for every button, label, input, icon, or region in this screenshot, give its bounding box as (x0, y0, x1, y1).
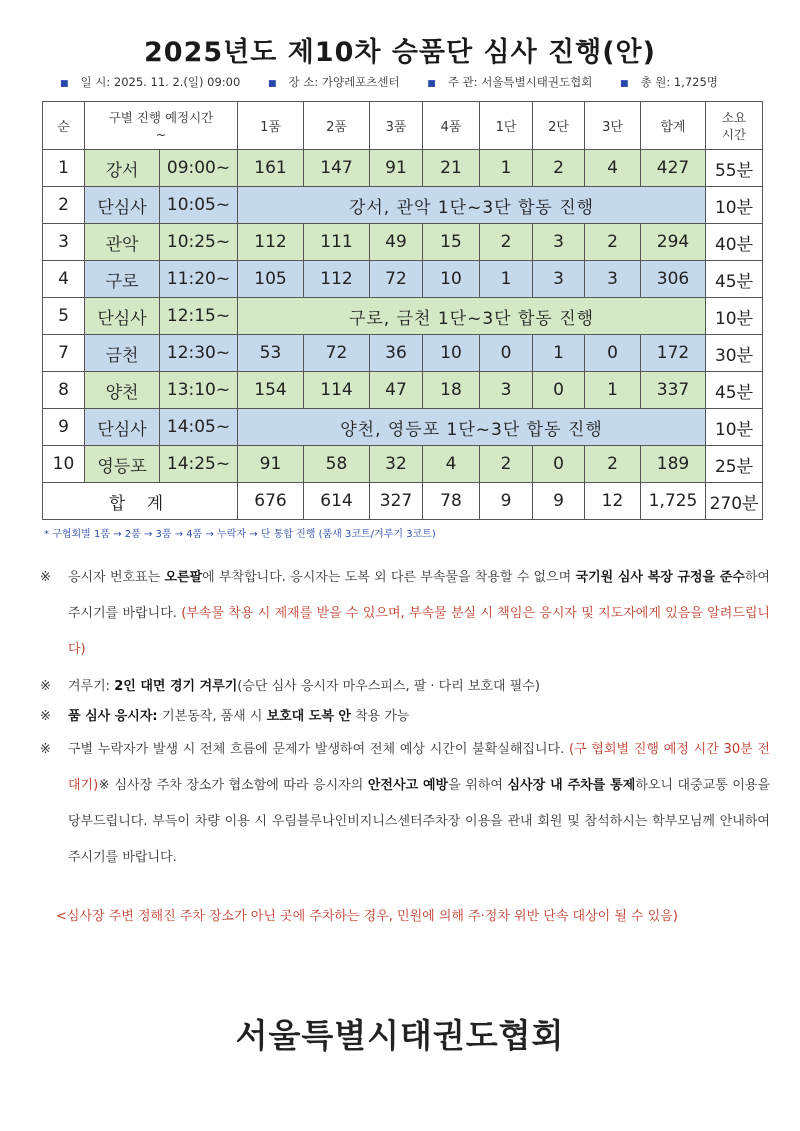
info-place: ■ 장 소: 가양레포츠센터 (267, 75, 400, 89)
table-row (43, 224, 763, 261)
row-value: 21 (423, 150, 480, 187)
row-value: 4 (423, 446, 480, 483)
total-value: 9 (480, 483, 533, 520)
row-group: 단심사 (85, 298, 160, 335)
row-sum: 172 (641, 335, 706, 372)
square-bullet-icon: ■ (619, 79, 629, 89)
header-col: 2단 (533, 102, 585, 150)
reference-mark-icon: ※ (40, 679, 51, 694)
row-value: 1 (480, 261, 533, 298)
reference-mark-icon: ※ (40, 742, 51, 757)
row-value: 0 (533, 372, 585, 409)
row-duration: 45분 (706, 372, 763, 409)
row-merged-note: 강서, 관악 1단~3단 합동 진행 (238, 187, 706, 224)
row-value: 32 (370, 446, 423, 483)
header-col: 1품 (238, 102, 304, 150)
row-time: 13:10~ (160, 372, 238, 409)
row-duration: 45분 (706, 261, 763, 298)
row-value: 2 (480, 446, 533, 483)
table-row (43, 409, 763, 446)
row-value: 112 (304, 261, 370, 298)
table-row (43, 335, 763, 372)
row-no: 8 (43, 372, 85, 409)
info-host: ■ 주 관: 서울특별시태권도협회 (427, 75, 593, 89)
schedule-table (42, 101, 763, 520)
row-value: 10 (423, 335, 480, 372)
row-group: 금천 (85, 335, 160, 372)
row-value: 3 (480, 372, 533, 409)
row-duration: 25분 (706, 446, 763, 483)
row-group: 단심사 (85, 409, 160, 446)
header-col: 4품 (423, 102, 480, 150)
row-duration: 40분 (706, 224, 763, 261)
page-title: 2025년도 제10차 승품단 심사 진행(안) (144, 37, 656, 68)
row-time: 09:00~ (160, 150, 238, 187)
info-total: ■ 총 원: 1,725명 (619, 75, 718, 89)
row-value: 161 (238, 150, 304, 187)
row-value: 105 (238, 261, 304, 298)
row-value: 49 (370, 224, 423, 261)
row-value: 2 (533, 150, 585, 187)
table-row (43, 150, 763, 187)
row-group: 구로 (85, 261, 160, 298)
row-duration: 30분 (706, 335, 763, 372)
row-value: 36 (370, 335, 423, 372)
note-item: ※ 품 심사 응시자: 기본동작, 품새 시 보호대 도복 안 착용 가능 (40, 702, 770, 732)
row-sum: 294 (641, 224, 706, 261)
row-value: 3 (585, 261, 641, 298)
notes-section (40, 560, 770, 876)
header-group-time: 구별 진행 예정시간 ~ (85, 102, 238, 150)
parking-caution: <심사장 주변 정해진 주차 장소가 아닌 곳에 주차하는 경우, 민원에 의해 주·정차 위반 단속 대상이 될 수 있음) (56, 909, 678, 924)
row-sum: 427 (641, 150, 706, 187)
row-group: 관악 (85, 224, 160, 261)
organization-name: 서울특별시태권도협회 (235, 1016, 565, 1055)
row-no: 9 (43, 409, 85, 446)
row-value: 2 (480, 224, 533, 261)
row-value: 114 (304, 372, 370, 409)
row-duration: 10분 (706, 298, 763, 335)
table-total-row (43, 483, 763, 520)
row-no: 4 (43, 261, 85, 298)
row-time: 14:05~ (160, 409, 238, 446)
row-time: 14:25~ (160, 446, 238, 483)
row-value: 0 (480, 335, 533, 372)
note-item: ※ 응시자 번호표는 오른팔에 부착합니다. 응시자는 도복 외 다른 부속물을 착용할 수 없으며 국기원 심사 복장 규정을 준수하여 주시기를 바랍니다. (부속물 착용 시 제재를 받을 수 있으며, 부속물 분실 시 책임은 응시자 및 지도자에게 있음을 알려드립니다) (40, 560, 770, 668)
row-value: 15 (423, 224, 480, 261)
total-sum: 1,725 (641, 483, 706, 520)
table-row (43, 261, 763, 298)
row-sum: 306 (641, 261, 706, 298)
row-value: 2 (585, 224, 641, 261)
row-time: 10:25~ (160, 224, 238, 261)
row-merged-note: 구로, 금천 1단~3단 합동 진행 (238, 298, 706, 335)
row-value: 18 (423, 372, 480, 409)
info-date: ■ 일 시: 2025. 11. 2.(일) 09:00 (60, 75, 241, 89)
reference-mark-icon: ※ (40, 570, 51, 585)
note-item: ※ 겨루기: 2인 대면 경기 겨루기(승단 심사 응시자 마우스피스, 팔 · 다리 보호대 필수) (40, 672, 770, 702)
total-value: 676 (238, 483, 304, 520)
row-value: 47 (370, 372, 423, 409)
total-value: 12 (585, 483, 641, 520)
header-col: 합계 (641, 102, 706, 150)
row-value: 111 (304, 224, 370, 261)
row-value: 0 (533, 446, 585, 483)
row-value: 147 (304, 150, 370, 187)
total-value: 9 (533, 483, 585, 520)
row-value: 3 (533, 261, 585, 298)
row-value: 112 (238, 224, 304, 261)
table-row (43, 187, 763, 224)
row-no: 3 (43, 224, 85, 261)
row-no: 1 (43, 150, 85, 187)
row-no: 2 (43, 187, 85, 224)
header-no: 순 (43, 102, 85, 150)
row-value: 1 (533, 335, 585, 372)
row-duration: 10분 (706, 409, 763, 446)
row-value: 154 (238, 372, 304, 409)
row-value: 58 (304, 446, 370, 483)
reference-mark-icon: ※ (40, 709, 51, 724)
total-label: 합 계 (43, 483, 238, 520)
total-value: 327 (370, 483, 423, 520)
row-group: 강서 (85, 150, 160, 187)
row-sum: 189 (641, 446, 706, 483)
header-col: 1단 (480, 102, 533, 150)
row-time: 12:30~ (160, 335, 238, 372)
row-value: 4 (585, 150, 641, 187)
row-merged-note: 양천, 영등포 1단~3단 합동 진행 (238, 409, 706, 446)
table-row (43, 446, 763, 483)
table-row (43, 372, 763, 409)
header-col: 3품 (370, 102, 423, 150)
row-value: 72 (370, 261, 423, 298)
row-time: 11:20~ (160, 261, 238, 298)
note-item: ※ 구별 누락자가 발생 시 전체 흐름에 문제가 발생하여 전체 예상 시간이 불확실해집니다. (구 협회별 진행 예정 시간 30분 전 대기)※ 심사장 주차 장소가 협소함에 따라 응시자의 안전사고 예방을 위하여 심사장 내 주차를 통제하오니 대중교통 이용을 당부드립니다. 부득이 차량 이용 시 우림블루나인비지니스센터주차장 이용을 관내 회원 및 참석하시는 학부모님께 안내하여 주시기를 바랍니다. (40, 732, 770, 876)
header-duration: 소요 시간 (706, 102, 763, 150)
header-col: 2품 (304, 102, 370, 150)
row-sum: 337 (641, 372, 706, 409)
row-value: 72 (304, 335, 370, 372)
square-bullet-icon: ■ (267, 79, 277, 89)
total-value: 78 (423, 483, 480, 520)
row-group: 단심사 (85, 187, 160, 224)
row-no: 10 (43, 446, 85, 483)
square-bullet-icon: ■ (427, 79, 436, 89)
row-value: 10 (423, 261, 480, 298)
table-header-row (43, 102, 763, 150)
row-group: 양천 (85, 372, 160, 409)
table-row (43, 298, 763, 335)
total-value: 614 (304, 483, 370, 520)
row-group: 영등포 (85, 446, 160, 483)
row-duration: 10분 (706, 187, 763, 224)
table-footnote: * 구협회별 1품 → 2품 → 3품 → 4품 → 누락자 → 단 통합 진행 (품새 3코트/겨루기 3코트) (44, 529, 436, 540)
row-no: 5 (43, 298, 85, 335)
row-value: 1 (585, 372, 641, 409)
total-duration: 270분 (706, 483, 763, 520)
row-time: 10:05~ (160, 187, 238, 224)
row-no: 7 (43, 335, 85, 372)
row-duration: 55분 (706, 150, 763, 187)
event-info (60, 74, 780, 90)
row-value: 2 (585, 446, 641, 483)
row-value: 53 (238, 335, 304, 372)
row-value: 91 (370, 150, 423, 187)
row-value: 1 (480, 150, 533, 187)
row-value: 0 (585, 335, 641, 372)
row-time: 12:15~ (160, 298, 238, 335)
square-bullet-icon: ■ (60, 79, 69, 89)
row-value: 3 (533, 224, 585, 261)
row-value: 91 (238, 446, 304, 483)
header-col: 3단 (585, 102, 641, 150)
